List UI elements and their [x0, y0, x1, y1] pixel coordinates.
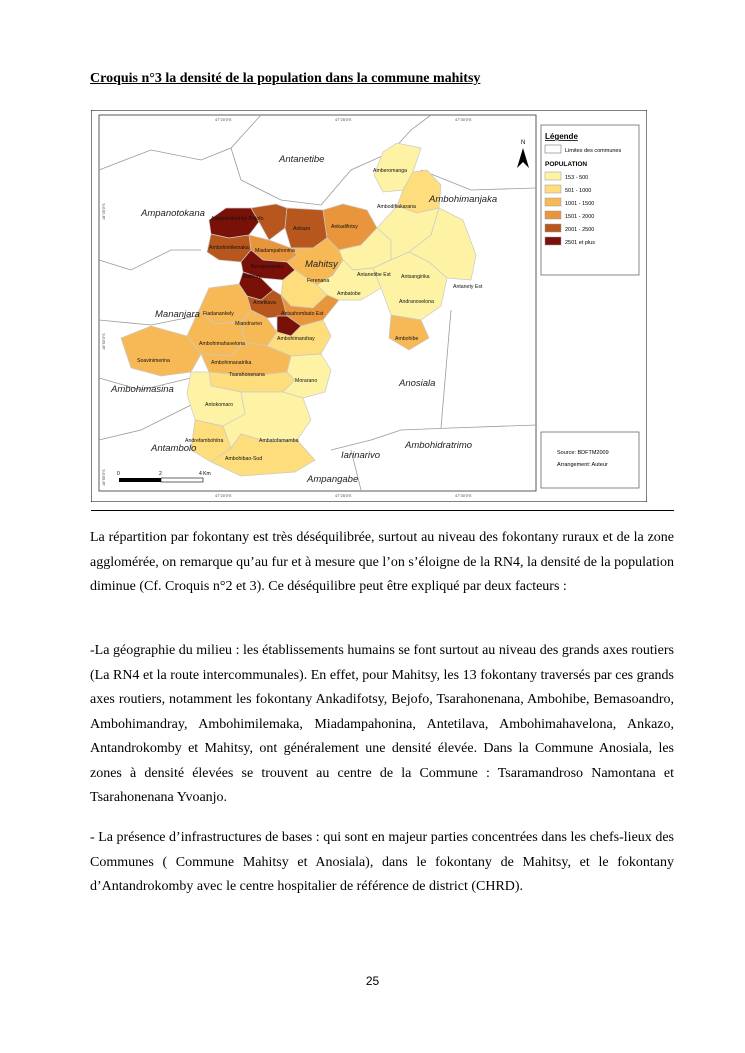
paragraph-1: La répartition par fokontany est très déséquilibrée, surtout au niveau des fokontany ruraux et de la zone agglomérée, on remarque qu’au fur et à mesure que l’on s’éloigne de la RN4, la densité de la population diminue (Cf. Croquis n°2 et 3). Ce déséquilibre peut être expliqué par deux facteurs : — [90, 530, 674, 594]
label-mananjara: Mananjara — [155, 309, 200, 320]
legend-boundary-label: Limites des communes — [565, 148, 622, 154]
north-label: N — [521, 140, 526, 146]
label-tsarahonenana: Tsarahonenana — [229, 372, 265, 378]
label-ianarivo: Iarinarivo — [341, 450, 381, 461]
label-miandrarivo: Miandrarivo — [235, 321, 263, 327]
legend-swatch — [545, 224, 561, 232]
label-ambatobe: Ambatobe — [337, 291, 361, 297]
figure-title: Croquis n°3 la densité de la population dans la commune mahitsy — [90, 71, 481, 86]
label-ambohimanjaka: Ambohimanjaka — [429, 194, 498, 205]
label-ambohimanatrika: Ambohimanatrika — [211, 360, 252, 366]
label-ambohidratrimo: Ambohidratrimo — [405, 440, 473, 451]
legend-class-label: 1001 - 1500 — [565, 201, 595, 207]
label-antsangirika: Antsangirika — [401, 274, 430, 280]
population-density-map — [91, 110, 647, 502]
label-antanety-est: Antanety Est — [453, 284, 483, 290]
label-ampangabe: Ampangabe — [307, 474, 359, 485]
label-ferenana: Ferenana — [307, 278, 330, 284]
legend-swatch — [545, 237, 561, 245]
legend-title: Légende — [545, 132, 578, 141]
label-ambohimasina: Ambohimasina — [111, 384, 174, 395]
coord-top-1: 47°20'0"E — [215, 118, 232, 122]
paragraph-2: -La géographie du milieu : les établissements humains se font surtout au niveau des grands axes routiers (La RN4 et la route intercommunales). En effet, pour Mahitsy, les 13 fokontany traversés par ces grands axes routiers, notamment les fokontany Ankadifotsy, Bejofo, Tsarahonenana, Ambohibe, Bemasoandro, Ambohimandray, Ambohimilemaka, Miadampahonina, Antetilava, Ambohimahavelona, Ankazo, Antandrokomby et Mahitsy, ont généralement une densité élevée. Dans la Commune Anosiala, les zones à densité élevées se trouvent au centre de la Commune : Tsaramandroso Namontana et Tsarahonenana Yvoanjo. — [90, 643, 674, 805]
legend-population-label: POPULATION — [545, 161, 588, 168]
coord-top-3: 47°30'0"E — [455, 118, 472, 122]
legend-swatch — [545, 211, 561, 219]
legend-swatch — [545, 198, 561, 206]
label-mahitsy: Mahitsy — [305, 259, 338, 270]
legend-class-label: 2501 et plus — [565, 240, 595, 246]
label-ambohibao-sud: Ambohibao-Sud — [225, 456, 263, 462]
legend-swatch — [545, 172, 561, 180]
legend-class-label: 153 - 500 — [565, 175, 589, 181]
label-antsahombato-est: Antsahombato Est — [281, 311, 324, 317]
legend — [541, 125, 639, 275]
label-antandrokomby-bejofo: Antandrokomby Bejofo — [211, 216, 264, 222]
label-andrefambohitra: Andrefambohitra — [185, 438, 224, 444]
source-label: Source: BDFTM2009 — [557, 450, 609, 456]
coord-bottom-1: 47°20'0"E — [215, 494, 232, 498]
label-antetilava: Antetilava — [253, 300, 276, 306]
coord-left-1: 18°45'0"S — [102, 203, 106, 220]
arrangement-label: Arrangement: Auteur — [557, 462, 608, 468]
page-number: 25 — [365, 974, 380, 988]
label-miadampahonina: Miadampahonina — [255, 248, 295, 254]
label-antanetibe: Antanetibe — [279, 154, 325, 165]
label-amberomanga: Amberomanga — [373, 168, 408, 174]
label-ambohimahavelona: Ambohimahavelona — [199, 341, 245, 347]
label-ankadifotsy: Ankadifotsy — [331, 224, 358, 230]
label-antambolo: Antambolo — [151, 443, 197, 454]
label-ambohimilemaka: Ambohimilemaka — [209, 245, 249, 251]
legend-class-label: 2001 - 2500 — [565, 227, 595, 233]
coord-bottom-3: 47°30'0"E — [455, 494, 472, 498]
legend-class-label: 501 - 1000 — [565, 188, 592, 194]
label-ambohimandray: Ambohimandray — [277, 336, 315, 342]
label-fiadanankely: Fiadanankely — [203, 311, 234, 317]
label-ambatofamamba: Ambatofamamba — [259, 438, 299, 444]
label-ankazo: Ankazo — [293, 226, 311, 232]
coord-left-3: 18°55'0"S — [102, 469, 106, 486]
label-andranovelona: Andranovelona — [399, 299, 434, 305]
label-ambohibe: Ambohibe — [395, 336, 419, 342]
scale-end: 4 Km — [199, 471, 211, 477]
coord-top-2: 47°25'0"E — [335, 118, 352, 122]
paragraph-3: - La présence d’infrastructures de bases : qui sont en majeur parties concentrées dans les chefs-lieux des Communes ( Commune Mahitsy et Anosiala), dans le fokontany de Mahitsy, et le fokontany d’Antandrokomby avec le centre hospitalier de référence de district (CHRD). — [90, 830, 674, 894]
legend-class-label: 1501 - 2000 — [565, 214, 595, 220]
coord-bottom-2: 47°25'0"E — [335, 494, 352, 498]
label-bemasoandro: Bemasoandro — [251, 264, 284, 270]
label-antokomaro: Antokomaro — [205, 402, 233, 408]
label-ampanotokana: Ampanotokana — [141, 208, 205, 219]
label-morarano: Morarano — [295, 378, 318, 384]
label-antanetibe-est: Antanetibe Est — [357, 272, 391, 278]
legend-boundary-swatch — [545, 145, 561, 153]
coord-left-2: 18°50'0"S — [102, 333, 106, 350]
label-ambodifiakarana: Ambodifiakarana — [377, 204, 416, 210]
legend-swatch — [545, 185, 561, 193]
label-soavinimerina: Soavinimerina — [137, 358, 170, 364]
label-anosiala: Anosiala — [399, 378, 436, 389]
source-panel — [541, 432, 639, 488]
scale-mid: 2 — [159, 471, 162, 477]
scale-start: 0 — [117, 471, 120, 477]
label-mahitsy-fokontany: Mahitsy — [243, 274, 261, 280]
separator-line — [91, 510, 674, 511]
